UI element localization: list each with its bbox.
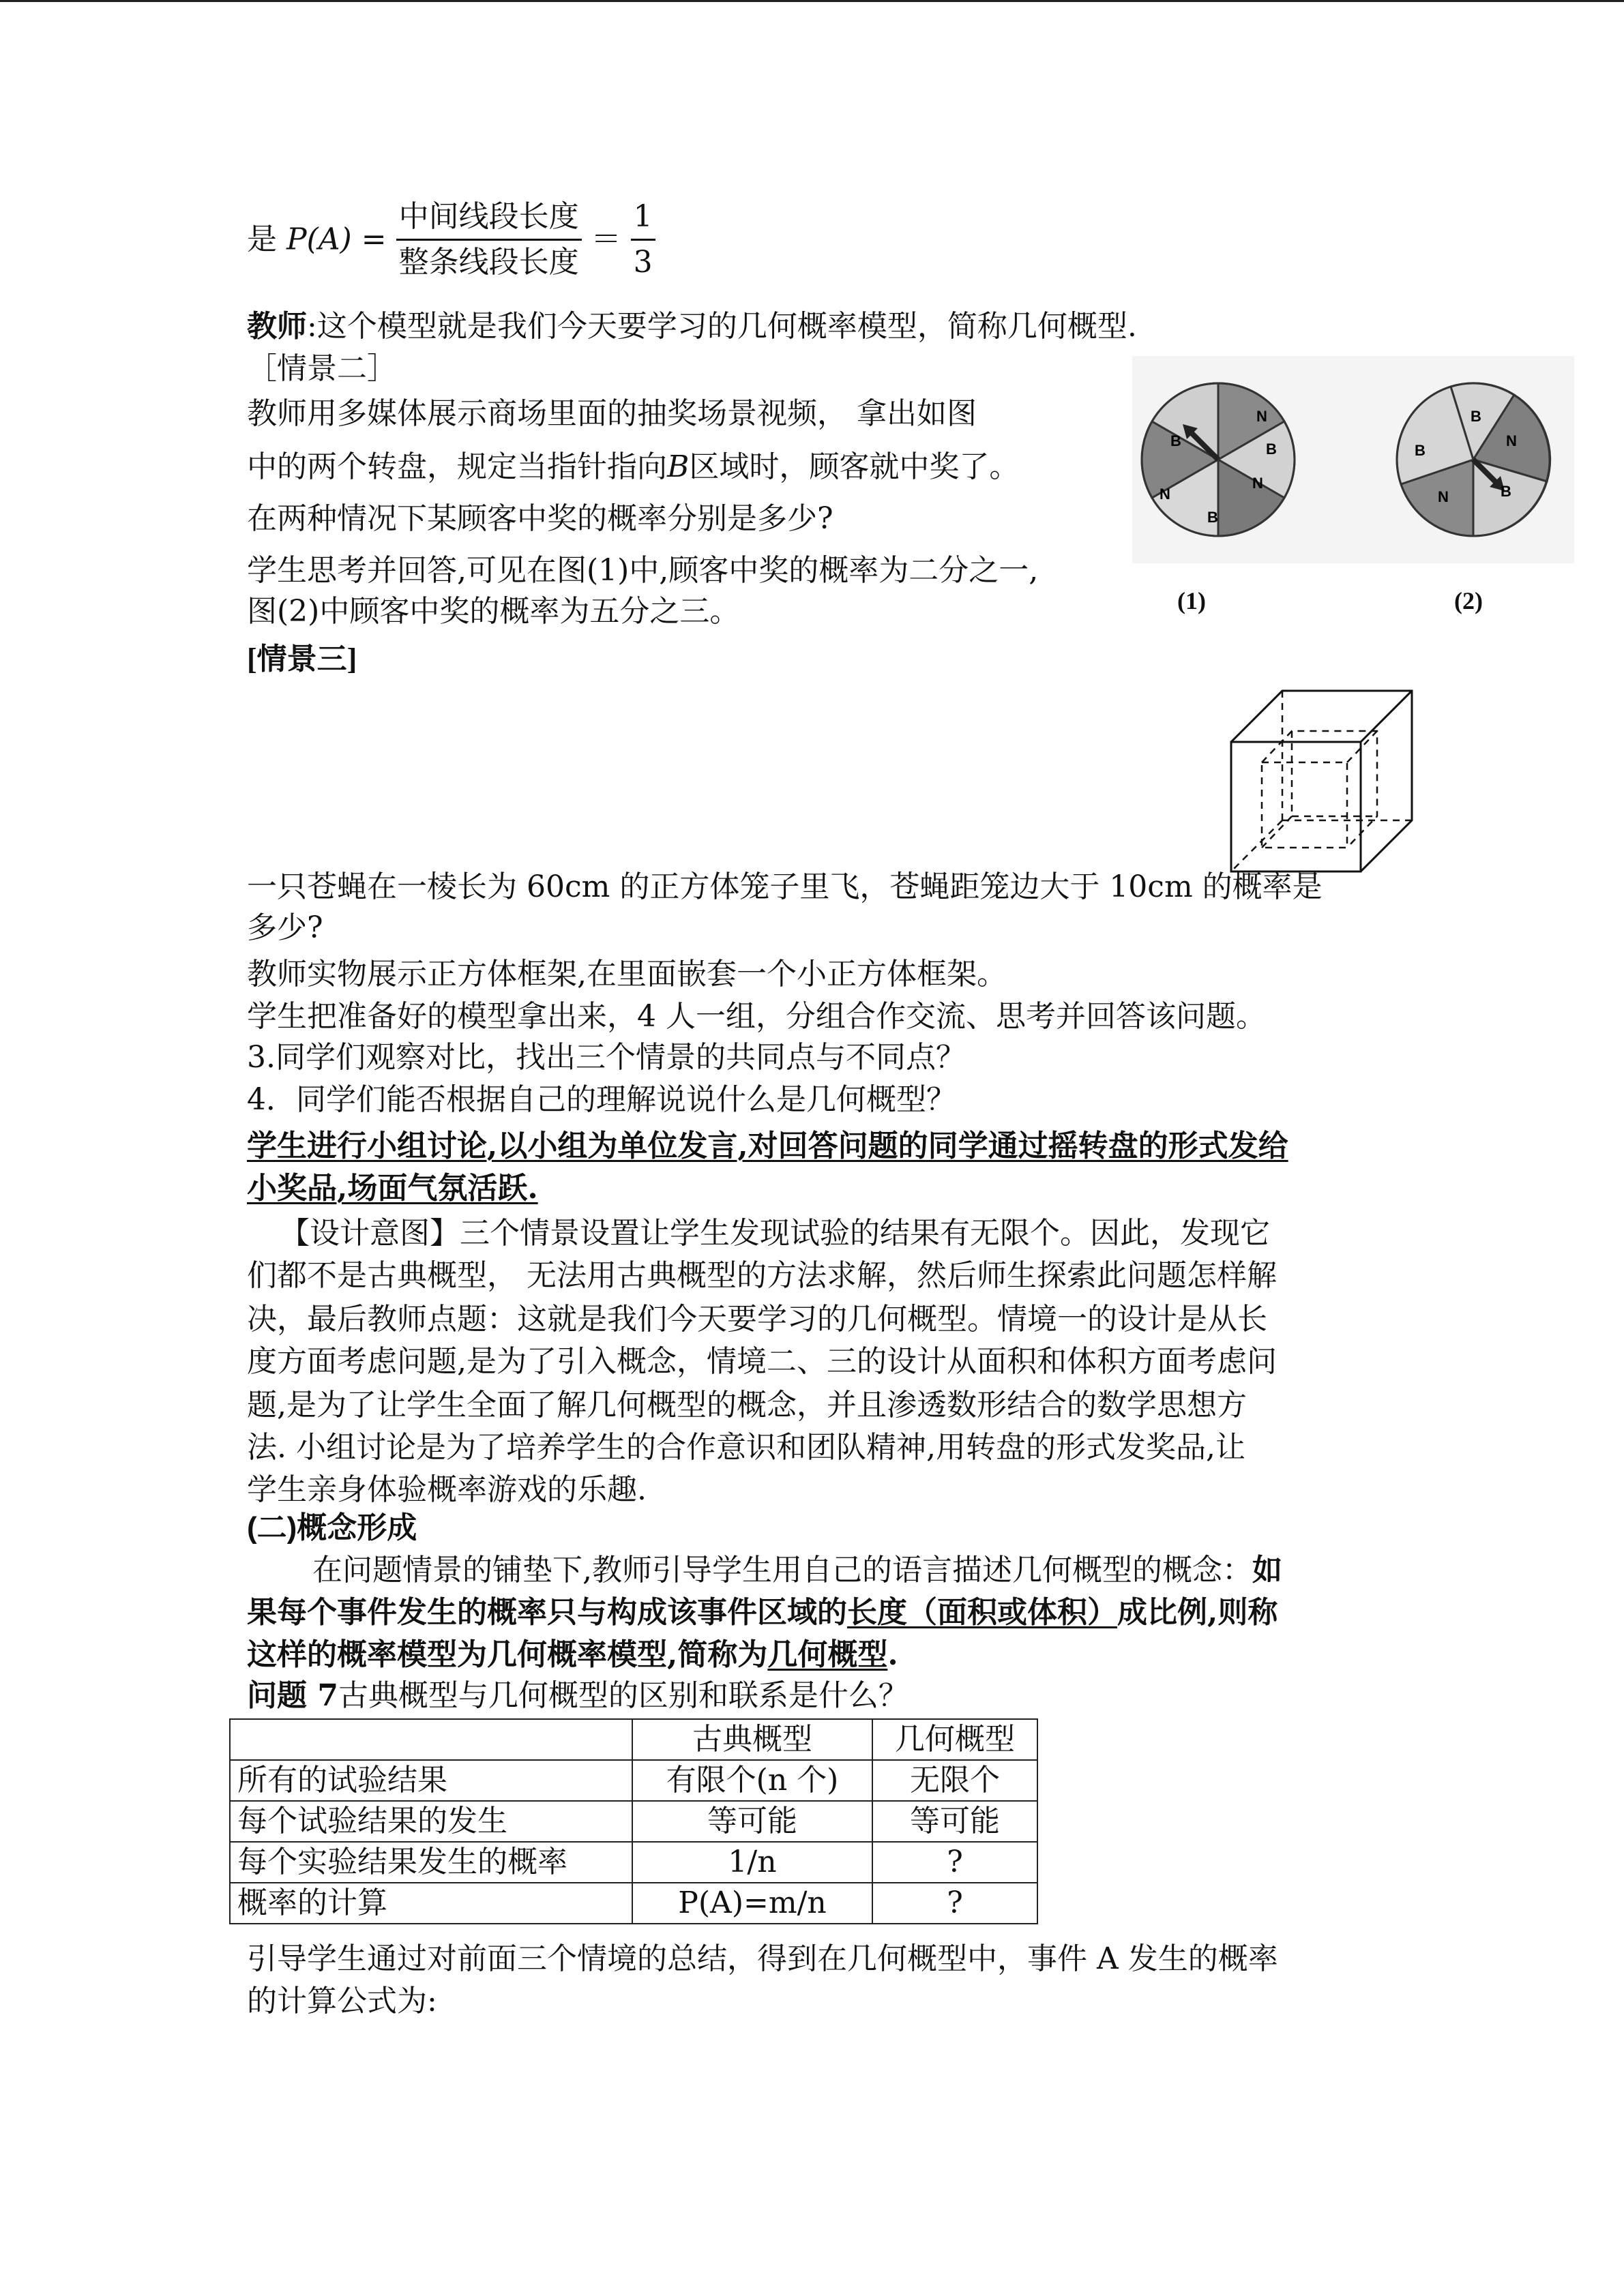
table-cell: 概率的计算 (230, 1883, 632, 1924)
svg-text:N: N (1438, 488, 1449, 505)
scene2-line2-end: 区域时，顾客就中奖了。 (689, 449, 1020, 484)
question-7-label: 问题 7 (247, 1678, 338, 1713)
formula-equals-2: ＝ (591, 222, 621, 257)
formula-equals: = (361, 222, 387, 257)
design-intent-line4: 度方面考虑问题,是为了引入概念，情境二、三的设计从面积和体积方面考虑问 (247, 1344, 1277, 1379)
scene3-line2: 多少? (247, 910, 323, 945)
concept-line2 (247, 1592, 1278, 1634)
conclusion-line2: 的计算公式为: (247, 1984, 437, 2018)
table-cell: 有限个(n 个) (632, 1760, 872, 1801)
nested-cube-figure (1229, 689, 1413, 873)
concept-line1 (312, 1549, 1282, 1592)
teacher-text: :这个模型就是我们今天要学习的几何概率模型，简称几何概型. (307, 309, 1137, 344)
spinner-wheels-figure (1132, 356, 1574, 563)
table-row (230, 1801, 1037, 1842)
table-cell: 所有的试验结果 (230, 1760, 632, 1801)
svg-text:N: N (1160, 486, 1170, 503)
table-cell: ? (872, 1883, 1037, 1924)
question-3: 3.同学们观察对比，找出三个情景的共同点与不同点？ (247, 1040, 966, 1075)
table-cell: 每个实验结果发生的概率 (230, 1842, 632, 1883)
scene2-line4: 学生思考并回答,可见在图(1)中,顾客中奖的概率为二分之一, (247, 553, 1039, 588)
wheel1-caption: (1) (1177, 587, 1206, 614)
probability-formula (247, 199, 655, 280)
table-cell: 等可能 (872, 1801, 1037, 1842)
discussion-line2: 小奖品,场面气氛活跃. (247, 1171, 538, 1206)
design-intent-line7: 学生亲身体验概率游戏的乐趣. (247, 1472, 647, 1507)
table-cell: 每个试验结果的发生 (230, 1801, 632, 1842)
table-cell: 无限个 (872, 1760, 1037, 1801)
scene3-line1: 一只苍蝇在一棱长为 60cm 的正方体笼子里飞，苍蝇距笼边大于 10cm 的概率是 (247, 869, 1323, 904)
table-header-row (230, 1719, 1037, 1760)
design-intent-line6: 法. 小组讨论是为了培养学生的合作意识和团队精神,用转盘的形式发奖品,让 (247, 1430, 1245, 1465)
spinner-wheels-svg (1132, 356, 1574, 563)
table-cell: P(A)=m/n (632, 1883, 872, 1924)
question-4: 4．同学们能否根据自己的理解说说什么是几何概型？ (247, 1082, 956, 1117)
concept-line1-bold: 如 (1252, 1553, 1282, 1587)
fraction-denominator: 整条线段长度 (398, 245, 579, 280)
concept-line3 (247, 1634, 898, 1676)
svg-text:N: N (1256, 408, 1267, 425)
formula-prefix: 是 (247, 222, 277, 257)
formula-result (631, 199, 655, 280)
table-cell: 等可能 (632, 1801, 872, 1842)
svg-text:B: B (1415, 442, 1426, 459)
design-intent-line3: 决，最后教师点题：这就是我们今天要学习的几何概型。情境一的设计是从长 (247, 1302, 1267, 1337)
teacher-label: 教师 (247, 309, 307, 344)
page-top-border (0, 0, 1624, 2)
scene2-line2 (247, 446, 1019, 488)
question-7-text: 古典概型与几何概型的区别和联系是什么？ (338, 1678, 909, 1713)
table-row (230, 1760, 1037, 1801)
teacher-statement (247, 305, 1137, 348)
scene2-heading: ［情景二］ (247, 351, 397, 386)
wheel-1 (1142, 383, 1295, 536)
fraction-numerator: 中间线段长度 (396, 199, 582, 241)
question-7 (247, 1675, 909, 1717)
svg-text:B: B (1170, 432, 1181, 449)
discussion-line1: 学生进行小组讨论,以小组为单位发言,对回答问题的同学通过摇转盘的形式发给 (247, 1129, 1288, 1163)
cube-svg (1229, 689, 1413, 873)
concept-line2-underlined: 长度（面积或体积） (847, 1595, 1117, 1630)
svg-text:N: N (1252, 475, 1263, 492)
conclusion-line1: 引导学生通过对前面三个情境的总结，得到在几何概型中，事件 A 发生的概率 (247, 1941, 1278, 1976)
scene2-line3: 在两种情况下某顾客中奖的概率分别是多少? (247, 501, 833, 536)
design-intent-line1: 【设计意图】三个情景设置让学生发现试验的结果有无限个。因此，发现它 (280, 1216, 1270, 1251)
scene2-line5: 图(2)中顾客中奖的概率为五分之三。 (247, 594, 740, 629)
svg-text:B: B (1266, 441, 1277, 458)
table-header-cell: 几何概型 (872, 1719, 1037, 1760)
design-intent-line2: 们都不是古典概型， 无法用古典概型的方法求解，然后师生探索此问题怎样解 (247, 1258, 1277, 1293)
table-cell: 1/n (632, 1842, 872, 1883)
scene3-line4: 学生把准备好的模型拿出来，4 人一组，分组合作交流、思考并回答该问题。 (247, 999, 1266, 1034)
svg-text:B: B (1501, 483, 1511, 500)
formula-lhs: P(A) (286, 222, 352, 257)
comparison-table (229, 1718, 1038, 1924)
design-intent-line5: 题,是为了让学生全面了解几何概型的概念，并且渗透数形结合的数学思想方 (247, 1388, 1247, 1422)
concept-line2-text: 果每个事件发生的概率只与构成该事件区域的 (247, 1595, 847, 1630)
wheel-2 (1397, 383, 1550, 536)
concept-line3-underlined: 几何概型 (767, 1637, 888, 1672)
svg-text:N: N (1506, 432, 1517, 449)
scene3-heading: [情景三] (247, 642, 357, 676)
svg-text:B: B (1207, 509, 1218, 526)
result-denominator: 3 (633, 245, 653, 280)
concept-line3-end: . (887, 1637, 898, 1672)
table-header-cell: 古典概型 (632, 1719, 872, 1760)
wheel2-caption: (2) (1454, 587, 1483, 614)
scene2-var-b: B (667, 449, 690, 484)
concept-line2-end: 成比例,则称 (1117, 1595, 1278, 1630)
scene2-line2-start: 中的两个转盘，规定当指针指向 (247, 449, 667, 484)
svg-text:B: B (1471, 408, 1481, 425)
concept-line1-text: 在问题情景的铺垫下,教师引导学生用自己的语言描述几何概型的概念： (312, 1553, 1252, 1587)
scene3-line3: 教师实物展示正方体框架,在里面嵌套一个小正方体框架。 (247, 957, 1007, 992)
table-row (230, 1842, 1037, 1883)
table-header-cell (230, 1719, 632, 1760)
concept-line3-text: 这样的概率模型为几何概率模型,简称为 (247, 1637, 768, 1672)
table-cell: ? (872, 1842, 1037, 1883)
scene2-line1: 教师用多媒体展示商场里面的抽奖场景视频， 拿出如图 (247, 396, 977, 431)
formula-fraction (396, 199, 582, 280)
result-numerator: 1 (631, 199, 655, 241)
table-row (230, 1883, 1037, 1924)
concept-heading: (二)概念形成 (247, 1511, 417, 1545)
